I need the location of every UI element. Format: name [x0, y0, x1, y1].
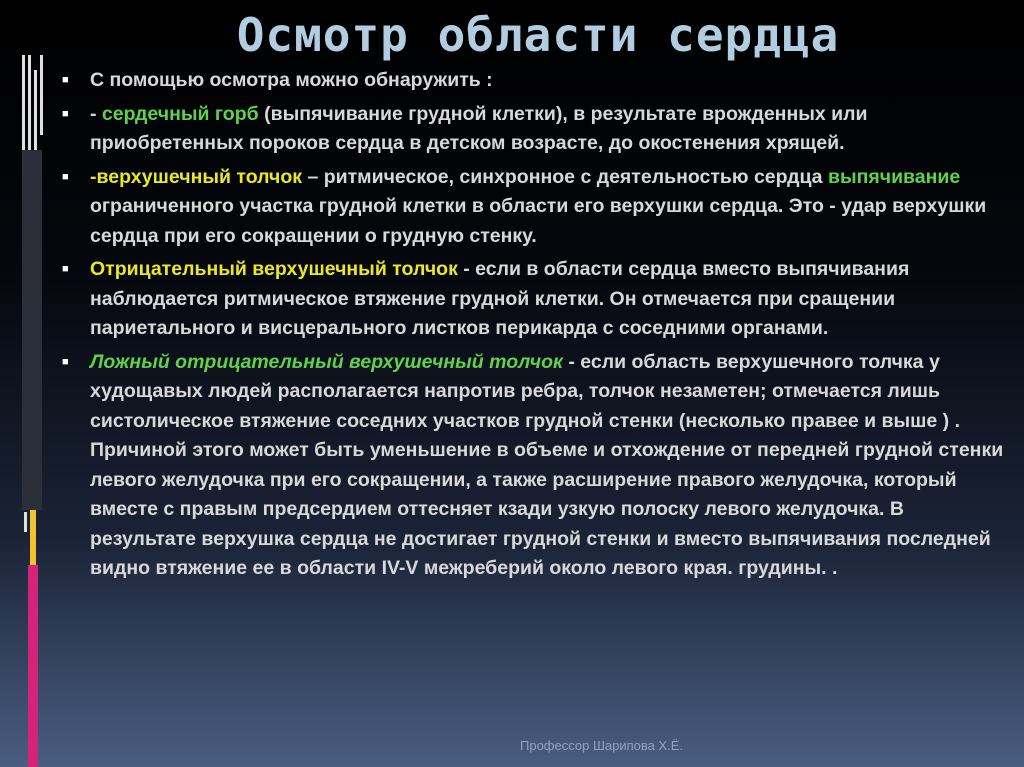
term-negative-apex-beat: Отрицательный верхушечный толчок — [90, 258, 458, 280]
term-cardiac-hump: сердечный горб — [101, 102, 259, 125]
sidebar-bar-white — [24, 512, 27, 532]
bullet-item — [62, 100, 1012, 159]
bullet-marker-icon: ■ — [62, 355, 69, 368]
bullet-text: С помощью осмотра можно обнаружить : — [90, 69, 493, 91]
bullet-list — [62, 66, 1012, 584]
bullet-text: ограниченного участка грудной клетки в области его верхушки сердца. Это - удар верхушки сердца при его сокращении о грудную стенку. — [90, 195, 987, 247]
sidebar-bar-white — [22, 55, 25, 150]
term-protrusion: выпячивание — [827, 165, 961, 188]
bullet-text: - если область верхушечного толчка у худощавых людей располагается напротив ребра, толчок незаметен; отмечается лишь систолическое втяжение соседних участков грудной стенки (несколько правее и выше ) . Причиной этого может быть уменьшение в объеме и отхождение от передней грудной стенки левого желудочка при его сокращении, а также расширение правого желудочка, который вместе с правым предсердием оттесняет кзади узкую полоску левого желудочка. В результате верхушка сердца не достигает грудной стенки и вместо выпячивания последней видно втяжение ее в области IV-V межреберий около левого края. грудины. . — [90, 350, 1004, 579]
bullet-item — [62, 255, 1012, 344]
bullet-item — [62, 66, 1012, 96]
bullet-marker-icon: ■ — [62, 107, 69, 120]
sidebar-bar-pink — [28, 565, 38, 767]
sidebar-bar-white — [34, 70, 37, 150]
bullet-item — [62, 348, 1012, 584]
bullet-text: - если в области сердца вместо выпячивания наблюдается ритмическое втяжение грудной клетки. Он отмечается при сращении париетального и висцерального листков перикарда с соседними органами. — [90, 258, 910, 339]
term-false-negative-apex-beat: Ложный отрицательный верхушечный толчок — [90, 350, 563, 373]
bullet-item — [62, 163, 1012, 252]
bullet-marker-icon: ■ — [62, 263, 69, 275]
bullet-prefix: - — [90, 102, 102, 125]
sidebar-bar-white — [28, 55, 31, 150]
slide-title: Осмотр области сердца — [236, 8, 840, 62]
bullet-text: – ритмическое, синхронное с деятельностью сердца — [302, 165, 828, 188]
decorative-sidebar — [0, 0, 52, 767]
sidebar-bar-yellow — [30, 510, 36, 565]
sidebar-bar-white — [40, 55, 43, 135]
sidebar-bar-gray — [22, 150, 42, 510]
slide-content — [62, 66, 1012, 588]
bullet-marker-icon: ■ — [62, 170, 69, 183]
bullet-text: (выпячивание грудной клетки), в результате врожденных или приобретенных пороков сердца в детском возрасте, до окостенения хрящей. — [90, 102, 868, 154]
term-apex-beat: -верхушечный толчок — [90, 165, 303, 188]
footer-author: Профессор Шарипова Х.Ё. — [520, 738, 684, 753]
bullet-marker-icon: ■ — [62, 74, 69, 86]
